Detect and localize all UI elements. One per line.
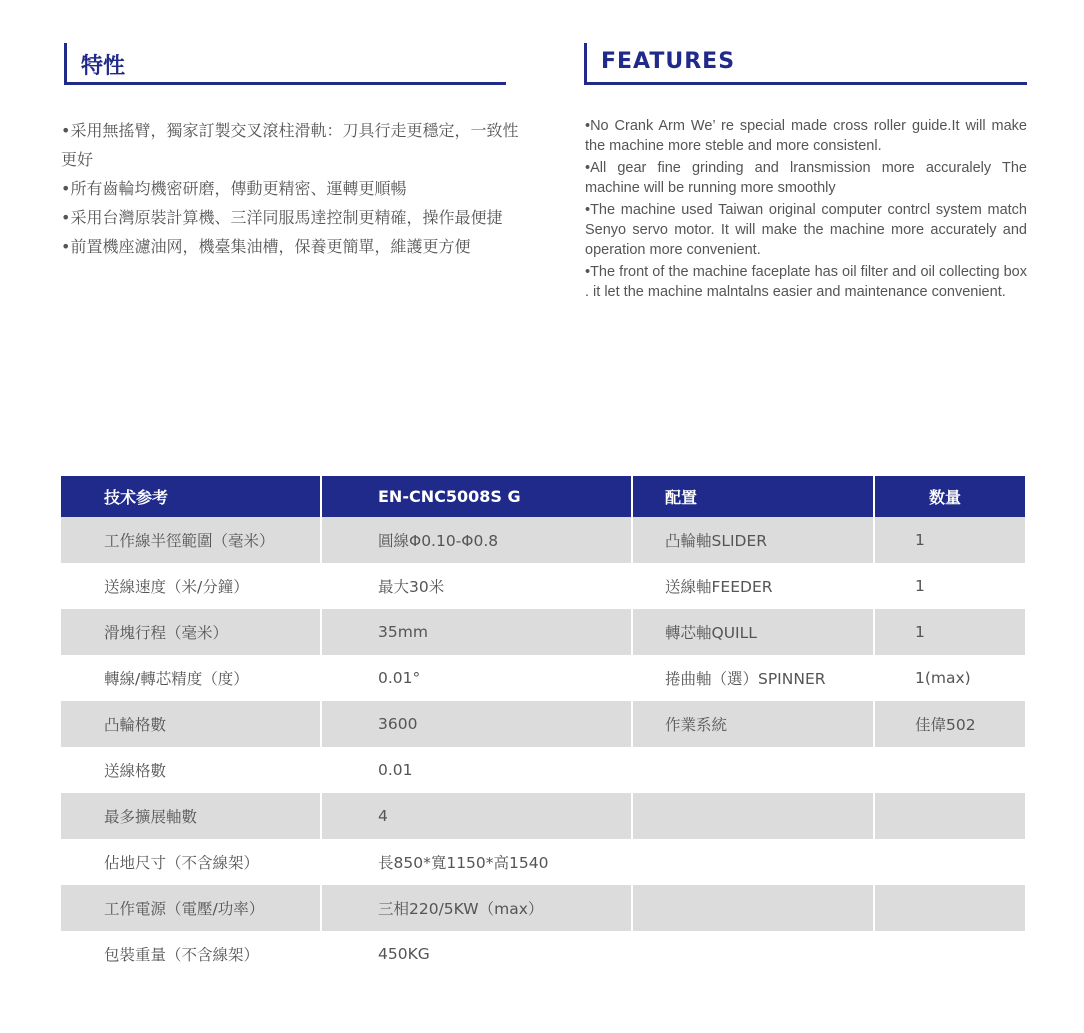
table-cell bbox=[874, 931, 1025, 977]
header-model: EN-CNC5008S G bbox=[321, 476, 632, 517]
table-cell: 1 bbox=[874, 609, 1025, 655]
table-cell: 1 bbox=[874, 517, 1025, 563]
header-configuration: 配置 bbox=[632, 476, 874, 517]
heading-text-english: FEATURES bbox=[601, 49, 736, 74]
table-cell: 0.01 bbox=[321, 747, 632, 793]
table-row bbox=[61, 885, 1025, 931]
table-cell: 轉芯軸QUILL bbox=[632, 609, 874, 655]
table-cell: 滑塊行程（毫米） bbox=[61, 609, 321, 655]
table-row bbox=[61, 931, 1025, 977]
table-cell: 35mm bbox=[321, 609, 632, 655]
table-row bbox=[61, 793, 1025, 839]
table-cell: 凸輪格數 bbox=[61, 701, 321, 747]
table-cell: 4 bbox=[321, 793, 632, 839]
table-cell bbox=[632, 839, 874, 885]
table-row bbox=[61, 747, 1025, 793]
table-cell: 作業系統 bbox=[632, 701, 874, 747]
table-cell: 捲曲軸（選）SPINNER bbox=[632, 655, 874, 701]
table-cell: 轉線/轉芯精度（度） bbox=[61, 655, 321, 701]
table-row bbox=[61, 609, 1025, 655]
table-cell bbox=[632, 747, 874, 793]
table-row bbox=[61, 839, 1025, 885]
heading-text-chinese: 特性 bbox=[81, 54, 126, 79]
features-heading-chinese bbox=[64, 43, 506, 85]
table-cell: 送線速度（米/分鐘） bbox=[61, 563, 321, 609]
table-cell: 包裝重量（不含線架） bbox=[61, 931, 321, 977]
chinese-feature-item: •采用無搖臂，獨家訂製交叉滾柱滑軌：刀具行走更穩定，一致性更好 bbox=[61, 121, 519, 169]
chinese-feature-item: •前置機座濾油网，機臺集油槽，保養更簡單，維護更方便 bbox=[61, 237, 471, 256]
table-header-row bbox=[61, 476, 1025, 517]
table-row bbox=[61, 655, 1025, 701]
table-cell: 長850*寬1150*高1540 bbox=[321, 839, 632, 885]
table-cell: 佔地尺寸（不含線架） bbox=[61, 839, 321, 885]
table-cell: 1(max) bbox=[915, 669, 971, 687]
table-cell: 450KG bbox=[321, 931, 632, 977]
table-cell: 送線格數 bbox=[61, 747, 321, 793]
chinese-feature-item: •采用台灣原裝計算機、三洋同服馬達控制更精確，操作最便捷 bbox=[61, 208, 503, 227]
chinese-feature-list bbox=[61, 116, 521, 261]
table-cell bbox=[874, 747, 1025, 793]
table-cell bbox=[874, 839, 1025, 885]
table-cell: 三相220/5KW（max） bbox=[321, 885, 632, 931]
header-technical-reference: 技术参考 bbox=[61, 476, 321, 517]
table-row bbox=[61, 563, 1025, 609]
chinese-feature-item: •所有齒輪均機密研磨，傳動更精密、運轉更順暢 bbox=[61, 179, 407, 198]
table-row bbox=[61, 701, 1025, 747]
table-row bbox=[61, 517, 1025, 563]
english-feature-list bbox=[585, 116, 1027, 304]
features-heading-english bbox=[584, 43, 1027, 85]
header-quantity: 数量 bbox=[874, 476, 1025, 517]
table-cell: 圓線Φ0.10-Φ0.8 bbox=[321, 517, 632, 563]
table-cell: 工作線半徑範圍（毫米） bbox=[61, 517, 321, 563]
table-cell bbox=[874, 793, 1025, 839]
english-feature-item: •No Crank Arm We’ re special made cross roller guide.It will make the machine more steble and more consistenl. bbox=[585, 118, 1027, 155]
table-cell bbox=[632, 931, 874, 977]
english-feature-item: •The machine used Taiwan original computer contrcl system match Senyo servo motor. It will make the machine more accurately and operation more convenient. bbox=[585, 201, 1027, 259]
english-feature-item: •The front of the machine faceplate has oil filter and oil collecting box . it let the machine malntalns easier and maintenance convenient. bbox=[585, 263, 1027, 301]
table-cell: 佳偉502 bbox=[874, 701, 1025, 747]
table-cell: 送線軸FEEDER bbox=[632, 563, 874, 609]
table-cell bbox=[874, 885, 1025, 931]
table-cell: 最大30米 bbox=[321, 563, 632, 609]
table-cell: 1 bbox=[915, 577, 925, 595]
table-cell: 工作電源（電壓/功率） bbox=[61, 885, 321, 931]
table-cell bbox=[632, 793, 874, 839]
specification-table bbox=[61, 476, 1025, 977]
table-cell: 凸輪軸SLIDER bbox=[632, 517, 874, 563]
table-cell bbox=[632, 885, 874, 931]
table-cell: 最多擴展軸數 bbox=[61, 793, 321, 839]
table-cell: 0.01° bbox=[321, 655, 632, 701]
english-feature-item: •All gear fine grinding and lransmission more accuralely The machine will be running more smoothly bbox=[585, 159, 1027, 197]
table-cell: 3600 bbox=[321, 701, 632, 747]
